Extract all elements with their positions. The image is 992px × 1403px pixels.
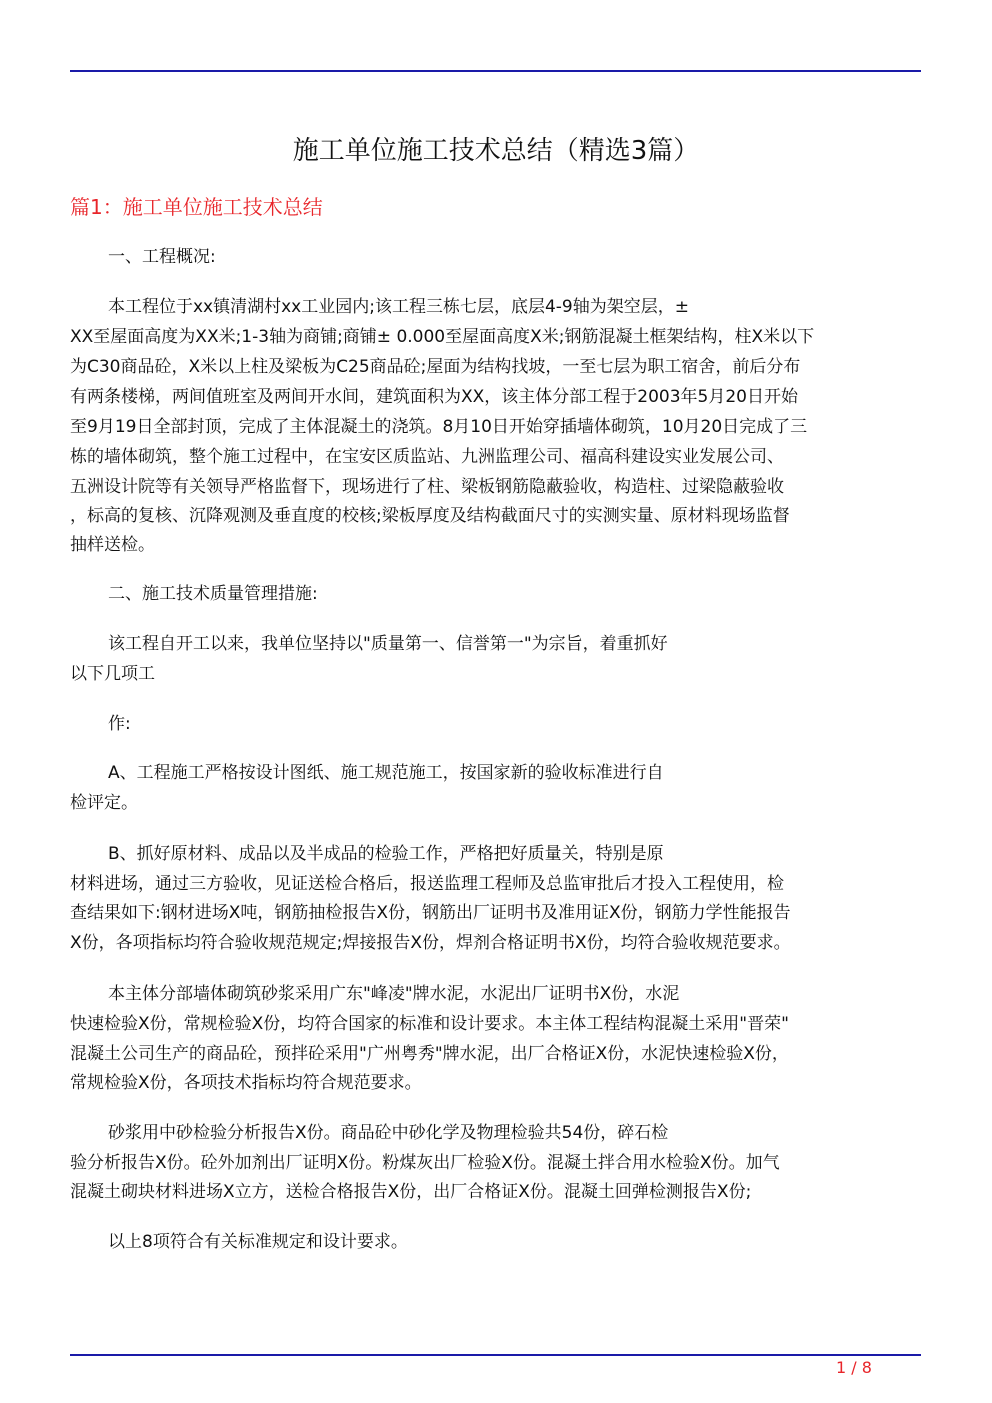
paragraph-line: X份，各项指标均符合验收规范规定;焊接报告X份，焊剂合格证明书X份，均符合验收规范要求。 [70, 933, 791, 953]
document-title: 施工单位施工技术总结（精选3篇） [292, 136, 700, 166]
paragraph-line: 材料进场，通过三方验收，见证送检合格后，报送监理工程师及总监审批后才投入工程使用，检 [70, 874, 784, 894]
paragraph-line: 检评定。 [70, 793, 138, 813]
paragraph-line: A、工程施工严格按设计图纸、施工规范施工，按国家新的验收标准进行自 [108, 763, 664, 783]
page-number: 1 / 8 [836, 1358, 872, 1377]
paragraph-line: 栋的墙体砌筑，整个施工过程中，在宝安区质监站、九洲监理公司、福高科建设实业发展公司、 [70, 447, 784, 467]
paragraph-line: 混凝土砌块材料进场X立方，送检合格报告X份，出厂合格证X份。混凝土回弹检测报告X份; [70, 1182, 752, 1202]
paragraph-line: 本主体分部墙体砌筑砂浆采用广东"峰凌"牌水泥，水泥出厂证明书X份，水泥 [108, 984, 680, 1004]
paragraph-line: 快速检验X份，常规检验X份，均符合国家的标准和设计要求。本主体工程结构混凝土采用"晋荣" [70, 1014, 789, 1034]
footer-rule [70, 1354, 921, 1356]
paragraph-line: 本工程位于xx镇清湖村xx工业园内;该工程三栋七层，底层4-9轴为架空层，± [108, 297, 689, 317]
paragraph-line: 常规检验X份，各项技术指标均符合规范要求。 [70, 1073, 422, 1093]
paragraph-line: XX至屋面高度为XX米;1-3轴为商铺;商铺± 0.000至屋面高度X米;钢筋混凝土框架结构，柱X米以下 [70, 327, 815, 347]
paragraph-line: 查结果如下:钢材进场X吨，钢筋抽检报告X份，钢筋出厂证明书及准用证X份，钢筋力学性能报告 [70, 903, 791, 923]
paragraph-line: 二、施工技术质量管理措施: [108, 584, 318, 604]
paragraph-line: 该工程自开工以来，我单位坚持以"质量第一、信誉第一"为宗旨，着重抓好 [108, 634, 668, 654]
paragraph-line: 为C30商品砼，X米以上柱及梁板为C25商品砼;屋面为结构找坡，一至七层为职工宿舍，前后分布 [70, 357, 801, 377]
paragraph-line: 作: [108, 714, 131, 734]
paragraph-line: 验分析报告X份。砼外加剂出厂证明X份。粉煤灰出厂检验X份。混凝土拌合用水检验X份。加气 [70, 1153, 780, 1173]
section-heading: 篇1：施工单位施工技术总结 [70, 195, 323, 219]
paragraph-line: B、抓好原材料、成品以及半成品的检验工作，严格把好质量关，特别是原 [108, 844, 664, 864]
paragraph-line: 至9月19日全部封顶，完成了主体混凝土的浇筑。8月10日开始穿插墙体砌筑，10月20日完成了三 [70, 417, 808, 437]
paragraph-line: 混凝土公司生产的商品砼，预拌砼采用"广州粤秀"牌水泥，出厂合格证X份，水泥快速检验X份， [70, 1044, 789, 1064]
paragraph-line: 以上8项符合有关标准规定和设计要求。 [108, 1232, 408, 1252]
header-rule [70, 70, 921, 72]
paragraph-line: 以下几项工 [70, 664, 155, 684]
paragraph-line: ，标高的复核、沉降观测及垂直度的校核;梁板厚度及结构截面尺寸的实测实量、原材料现场监督 [70, 506, 790, 526]
paragraph-line: 抽样送检。 [70, 535, 155, 555]
paragraph-line: 一、工程概况: [108, 247, 216, 267]
paragraph-line: 有两条楼梯，两间值班室及两间开水间，建筑面积为XX，该主体分部工程于2003年5月20日开始 [70, 387, 799, 407]
paragraph-line: 砂浆用中砂检验分析报告X份。商品砼中砂化学及物理检验共54份，碎石检 [108, 1123, 669, 1143]
paragraph-line: 五洲设计院等有关领导严格监督下，现场进行了柱、梁板钢筋隐蔽验收，构造柱、过梁隐蔽验收 [70, 477, 784, 497]
